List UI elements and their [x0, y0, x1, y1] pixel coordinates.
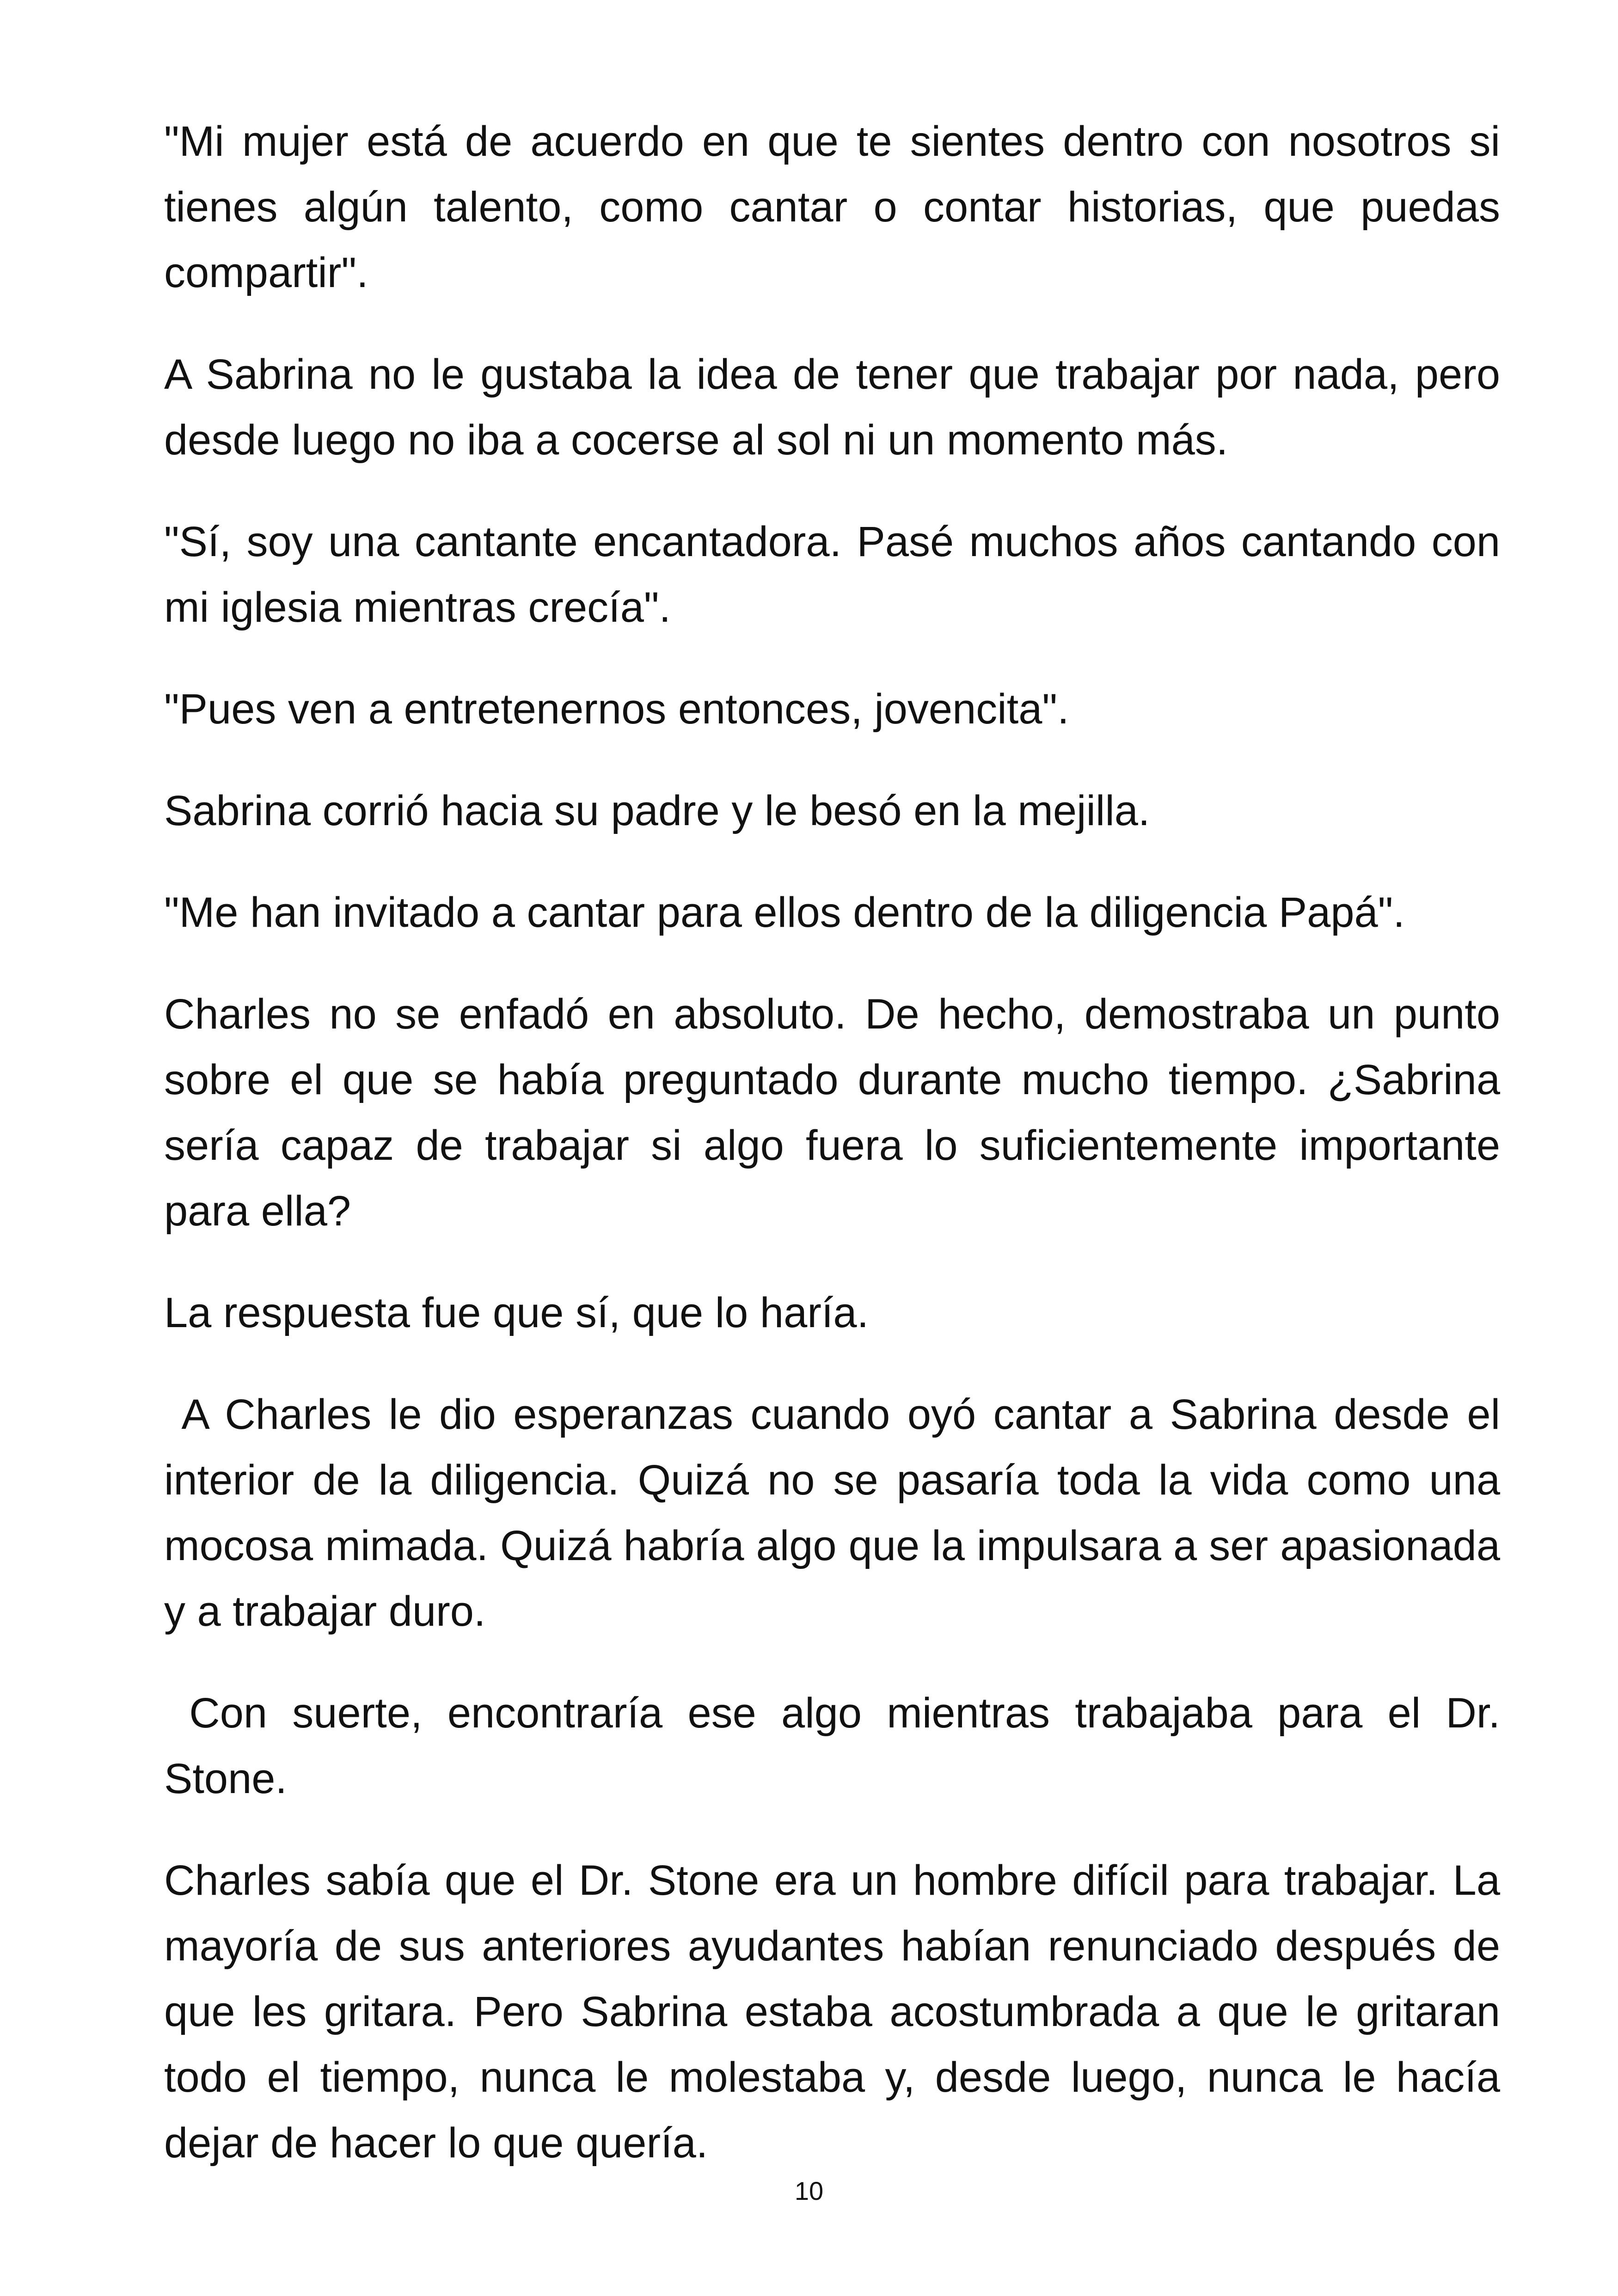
paragraph-6: "Me han invitado a cantar para ellos dentro de la diligencia Papá".	[164, 889, 1405, 936]
paragraph-4: "Pues ven a entretenernos entonces, jovencita".	[164, 686, 1069, 733]
paragraph-9: A Charles le dio esperanzas cuando oyó cantar a Sabrina desde el interior de la diligencia. Quizá no se pasaría toda la vida como una mocosa mimada. Quizá habría algo que la impulsara a ser apasionada y a trabajar duro.	[164, 1391, 1512, 1635]
paragraph-2: A Sabrina no le gustaba la idea de tener que trabajar por nada, pero desde luego no iba a cocerse al sol ni un momento más.	[164, 351, 1500, 464]
paragraph-7: Charles no se enfadó en absoluto. De hecho, demostraba un punto sobre el que se había preguntado durante mucho tiempo. ¿Sabrina sería capaz de trabajar si algo fuera lo suficientemente importante para ella?	[164, 991, 1500, 1235]
paragraph-10: Con suerte, encontraría ese algo mientras trabajaba para el Dr. Stone.	[164, 1690, 1512, 1802]
paragraph-1: "Mi mujer está de acuerdo en que te sientes dentro con nosotros si tienes algún talento, como cantar o contar historias, que puedas compartir".	[164, 118, 1500, 296]
paragraph-11: Charles sabía que el Dr. Stone era un hombre difícil para trabajar. La mayoría de sus anteriores ayudantes habían renunciado después de que les gritara. Pero Sabrina estaba acostumbrada a que le gritaran todo el tiempo, nunca le molestaba y, desde luego, nunca le hacía dejar de hacer lo que quería.	[164, 1857, 1500, 2167]
paragraph-8: La respuesta fue que sí, que lo haría.	[164, 1289, 869, 1336]
page-number: 10	[794, 2176, 824, 2205]
paragraph-3: "Sí, soy una cantante encantadora. Pasé muchos años cantando con mi iglesia mientras crecía".	[164, 518, 1500, 631]
page-body	[164, 109, 1512, 2212]
paragraph-5: Sabrina corrió hacia su padre y le besó en la mejilla.	[164, 787, 1150, 834]
